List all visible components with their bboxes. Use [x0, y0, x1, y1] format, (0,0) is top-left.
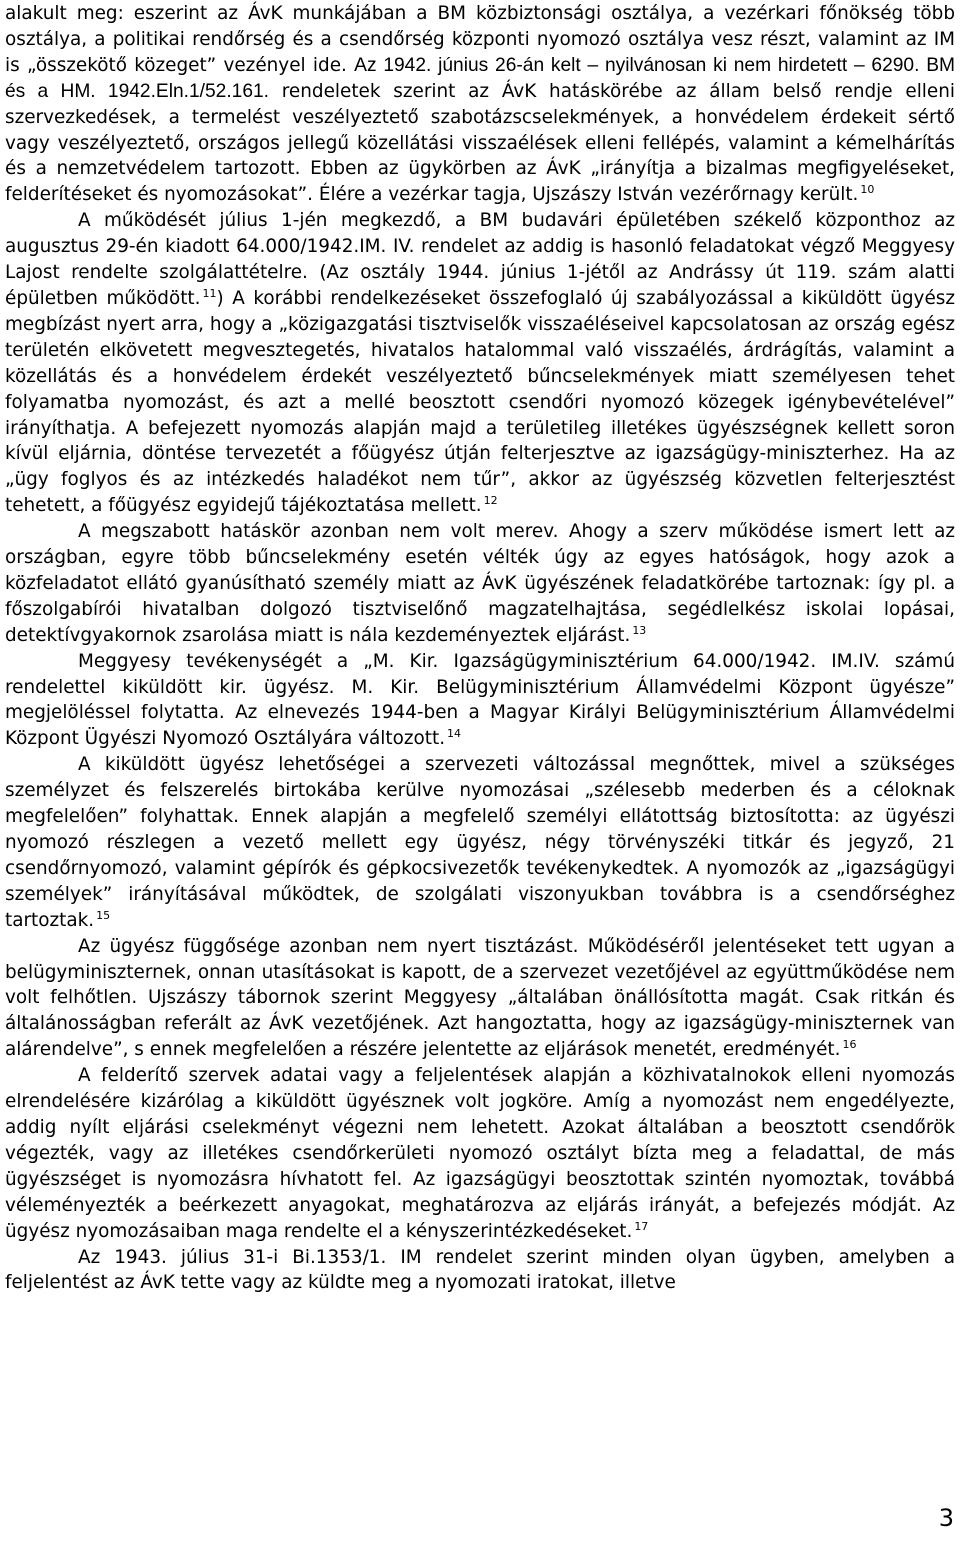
paragraph — [5, 519, 955, 649]
paragraph-text: alakult meg: eszerint az ÁvK munkájában a BM közbiztonsági osztálya, a vezérkari főnökség több osztálya, a politikai rendőrség és a csendőrség központi nyomozó osztálya vesz részt, valamint az IM is „összekötő közeget” vezényel ide. — [5, 3, 955, 76]
document-body — [5, 1, 955, 1296]
paragraph-text: A kiküldött ügyész lehetőségei a szervezeti változással megnőttek, mivel a szükséges személyzet és felszerelés birtokába kerülve nyomozásai „szélesebb mederben és a céloknak megfelelően” folyhattak. Ennek alapján a megfelelő személyi ellátottság biztosította: az ügyészi nyomozó részlegen a vezető mellett egy ügyész, négy törvényszéki titkár és jegyző, 21 csendőrnyomozó, valamint gépírók és gépkocsivezetők tevékenykedtek. A nyomozók az „igazságügyi személyek” irányításával működtek, de szolgálati viszonyukban továbbra is a csendőrséghez tartoztak. — [5, 754, 955, 931]
paragraph-text: rendeletek szerint az ÁvK hatáskörébe az állam belső rendje elleni szervezkedések, a termelést veszélyeztető szabotázscselekmények, a honvédelem érdekeit sértő vagy veszélyeztető, országos jellegű közellátási visszaélések elleni fellépés, valamint a kémelhárítás és a nemzetvédelem tartozott. Ebben az ügykörben az ÁvK „irányítja a bizalmas megfigyeléseket, felderítéseket és nyomozásokat”. Élére a vezérkar tagja, Ujszászy István vezérőrnagy került. — [5, 80, 956, 206]
footnote-reference: 11 — [202, 286, 217, 300]
footnote-reference: 14 — [447, 727, 462, 741]
paragraph — [5, 1245, 955, 1297]
footnote-reference: 16 — [842, 1038, 857, 1052]
paragraph — [5, 208, 955, 519]
paragraph-text: Meggyesy tevékenységét a „M. Kir. Igazságügyminisztérium 64.000/1942. IM.IV. számú rendelettel kiküldött kir. ügyész. M. Kir. Belügyminisztérium Államvédelmi Központ ügyésze” megjelöléssel folytatta. Az elnevezés 1944-ben a Magyar Királyi Belügyminisztérium Államvédelmi Központ Ügyészi Nyomozó Osztályára változott. — [5, 650, 955, 750]
paragraph — [5, 934, 955, 1064]
paragraph-text: A felderítő szervek adatai vagy a feljelentések alapján a közhivatalnokok elleni nyomozás elrendelésére kizárólag a kiküldött ügyésznek volt jogköre. Amíg a nyomozást nem engedélyezte, addig nyílt eljárási cselekményt végezni nem lehetett. Azokat általában a beosztott csendőrök végezték, vagy az illetékes csendőrkerületi nyomozó osztályt bízta meg a feladattal, de más ügyészséget is nyomozásra hívhatott fel. Az igazságügyi beosztottak szintén nyomoztak, továbbá véleményezték a beérkezett anyagokat, meghatározva az eljárás irányát, a befejezés módját. Az ügyész nyomozásaiban maga rendelte el a kényszerintézkedéseket. — [5, 1065, 955, 1242]
footnote-reference: 10 — [860, 183, 875, 197]
paragraph — [5, 1, 955, 208]
footnote-reference: 13 — [632, 623, 647, 637]
paragraph-text: A megszabott hatáskör azonban nem volt merev. Ahogy a szerv működése ismert lett az országban, egyre több bűncselekmény esetén vélték úgy az egyes hatóságok, hogy azok a közfeladatot ellátó gyanúsítható személy miatt az ÁvK ügyészének feladatkörébe tartoznak: így pl. a főszolgabírói hivatalban dolgozó tisztviselőnő magzatelhajtása, segédlelkész iskolai lopásai, detektívgyakornok zsarolása miatt is nála kezdeményeztek eljárást. — [5, 521, 955, 646]
paragraph-text: Az 1943. július 31-i Bi.1353/1. IM rendelet szerint minden olyan ügyben, amelyben a feljelentést az ÁvK tette vagy az küldte meg a nyomozati iratokat, illetve — [5, 1246, 955, 1294]
paragraph — [5, 649, 955, 753]
paragraph — [5, 1063, 955, 1244]
paragraph — [5, 752, 955, 933]
footnote-reference: 15 — [96, 908, 111, 922]
footnote-reference: 12 — [483, 494, 498, 508]
paragraph-text-alt-font: Az 1942. június 26-án kelt – nyilvánosan ki nem hirdetett – 6290. BM és a HM. 1942.Eln.1/52.161. — [5, 54, 955, 102]
paragraph-text: ) A korábbi rendelkezéseket összefoglaló új szabályozással a kiküldött ügyész megbízást nyert arra, hogy a „közigazgatási tisztviselők visszaéléseivel kapcsolatosan az ország egész területén elkövetett megvesztegetés, hivatalos hatalommal való visszaélés, árdrágítás, valamint a közellátás és a honvédelem érdekét veszélyeztető bűncselekmények miatt személyesen tehet folyamatba nyomozást, és azt a mellé beosztott csendőri nyomozó közegek igénybevételével” irányíthatja. A befejezett nyomozás alapján majd a területileg illetékes ügyészségnek kellett soron kívül eljárnia, döntése tervezetét a főügyész útján felterjesztve az igazságügy-miniszterhez. Ha az „ügy foglyos és az intézkedés haladékot nem tűr”, akkor az ügyészség közvetlen felterjesztést tehetett, a főügyész egyidejű tájékoztatása mellett. — [5, 287, 955, 517]
footnote-reference: 17 — [634, 1219, 649, 1233]
paragraph-text: A működését július 1-jén megkezdő, a BM budavári épületében székelő központhoz az augusztus 29-én kiadott 64.000/1942.IM. IV. rendelet az addig is hasonló feladatokat végző Meggyesy Lajost rendelte szolgálattételre. (Az osztály 1944. június 1-jétől az Andrássy út 119. szám alatti épületben működött. — [5, 210, 955, 309]
paragraph-text: Az ügyész függősége azonban nem nyert tisztázást. Működéséről jelentéseket tett ugyan a belügyminiszternek, onnan utasításokat is kapott, de a szervezet vezetőjével az együttműködése nem volt felhőtlen. Ujszászy tábornok szerint Meggyesy „általában önállósította magát. Csak ritkán és általánosságban referált az ÁvK vezetőjének. Azt hangoztatta, hogy az igazságügy-miniszternek van alárendelve”, s ennek megfelelően a részére jelentette az eljárások menetét, eredményét. — [5, 935, 955, 1061]
page-number: 3 — [938, 1504, 954, 1532]
